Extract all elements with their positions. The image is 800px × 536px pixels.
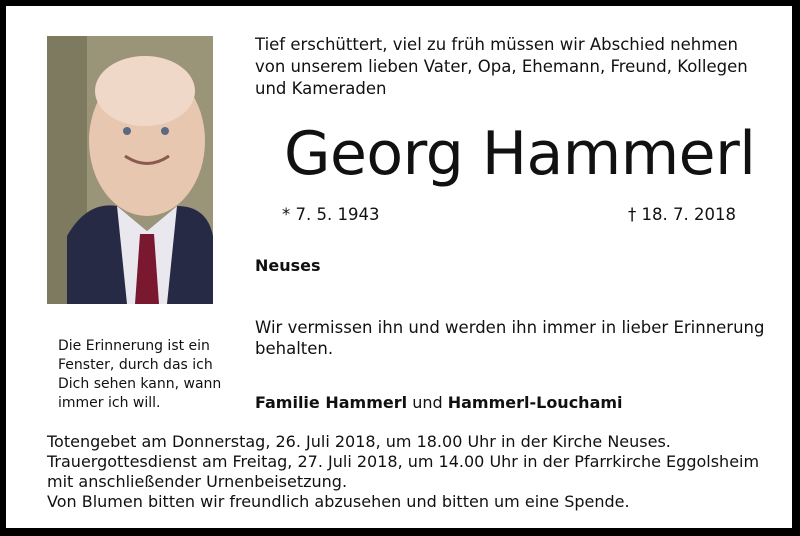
portrait-photo: [47, 36, 213, 304]
deceased-name: Georg Hammerl: [284, 119, 756, 189]
memorial-quote: Die Erinnerung ist ein Fenster, durch das ich Dich sehen kann, wann immer ich will.: [58, 338, 222, 411]
service-line: Von Blumen bitten wir freundlich abzusehen und bitten um eine Spende.: [47, 492, 630, 511]
death-date: † 18. 7. 2018: [628, 205, 736, 224]
obituary-card: [6, 6, 792, 528]
hometown: Neuses: [255, 256, 321, 275]
family-name-2: Hammerl-Louchami: [447, 393, 623, 412]
family-name-1: Familie Hammerl: [255, 393, 408, 412]
family-signature: [255, 393, 623, 412]
family-connector: und: [412, 393, 443, 412]
service-details: [47, 432, 777, 512]
intro-text: Tief erschüttert, viel zu früh müssen wir Abschied nehmen von unserem lieben Vater, Opa, Ehemann, Freund, Kollegen und Kameraden: [255, 35, 748, 98]
service-line: mit anschließender Urnenbeisetzung.: [47, 472, 348, 491]
service-line: Totengebet am Donnerstag, 26. Juli 2018, um 18.00 Uhr in der Kirche Neuses.: [47, 432, 671, 451]
birth-date: * 7. 5. 1943: [282, 205, 380, 224]
remembrance-text: Wir vermissen ihn und werden ihn immer in lieber Erinnerung behalten.: [255, 318, 765, 358]
service-line: Trauergottesdienst am Freitag, 27. Juli 2018, um 14.00 Uhr in der Pfarrkirche Eggolsheim: [47, 452, 760, 471]
